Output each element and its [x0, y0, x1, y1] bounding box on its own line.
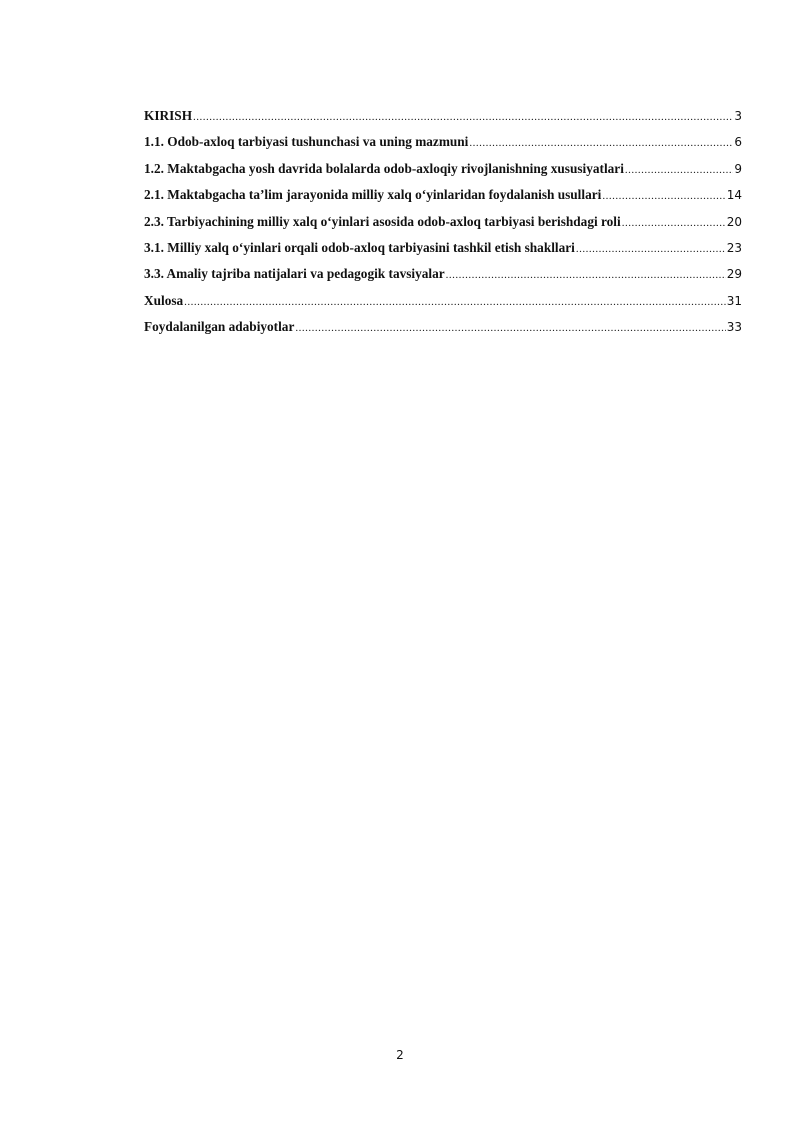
- toc-entry-3-3[interactable]: [144, 266, 742, 292]
- toc-entry-title: Foydalanilgan adabiyotlar: [144, 319, 295, 335]
- toc-dot-leader: [446, 269, 726, 281]
- toc-dot-leader: [193, 111, 733, 123]
- toc-entry-adabiyotlar[interactable]: [144, 319, 742, 345]
- toc-entry-title: 3.1. Milliy xalq o‘yinlari orqali odob-axloq tarbiyasini tashkil etish shakllari: [144, 239, 575, 255]
- toc-entry-page: 29: [726, 267, 742, 282]
- toc-entry-title: 2.1. Maktabgacha ta’lim jarayonida milliy xalq o‘yinlaridan foydalanish usullari: [144, 187, 602, 203]
- toc-dot-leader: [602, 190, 725, 202]
- toc-entry-1-2[interactable]: [144, 161, 742, 187]
- toc-entry-page: 31: [726, 293, 742, 308]
- toc-entry-title: 3.3. Amaliy tajriba natijalari va pedagogik tavsiyalar: [144, 266, 445, 282]
- toc-dot-leader: [622, 217, 726, 229]
- toc-entry-2-3[interactable]: [144, 214, 742, 240]
- toc-entry-page: 33: [726, 320, 742, 335]
- toc-entry-page: 3: [734, 109, 742, 123]
- toc-entry-2-1[interactable]: [144, 187, 742, 213]
- toc-dot-leader: [576, 243, 726, 255]
- toc-entry-title: Xulosa: [144, 292, 184, 308]
- table-of-contents: [144, 108, 742, 346]
- toc-dot-leader: [469, 137, 733, 149]
- toc-entry-title: 1.2. Maktabgacha yosh davrida bolalarda odob-axloqiy rivojlanishning xususiyatlari: [144, 160, 624, 176]
- toc-entry-page: 9: [734, 161, 742, 176]
- toc-entry-xulosa[interactable]: [144, 293, 742, 319]
- toc-entry-title: 1.1. Odob-axloq tarbiyasi tushunchasi va uning mazmuni: [144, 134, 469, 150]
- toc-entry-page: 20: [726, 214, 742, 229]
- toc-entry-3-1[interactable]: [144, 240, 742, 266]
- toc-dot-leader: [625, 164, 733, 176]
- toc-entry-title: 2.3. Tarbiyachining milliy xalq o‘yinlari asosida odob-axloq tarbiyasi berishdagi roli: [144, 213, 621, 229]
- toc-entry-title: KIRISH: [144, 108, 193, 123]
- toc-entry-kirish[interactable]: [144, 108, 742, 134]
- toc-entry-page: 23: [726, 240, 742, 255]
- toc-dot-leader: [184, 296, 726, 308]
- toc-dot-leader: [295, 322, 725, 334]
- page-number: 2: [396, 1048, 404, 1062]
- toc-entry-page: 6: [734, 135, 742, 150]
- toc-entry-page: 14: [726, 188, 742, 203]
- toc-entry-1-1[interactable]: [144, 134, 742, 160]
